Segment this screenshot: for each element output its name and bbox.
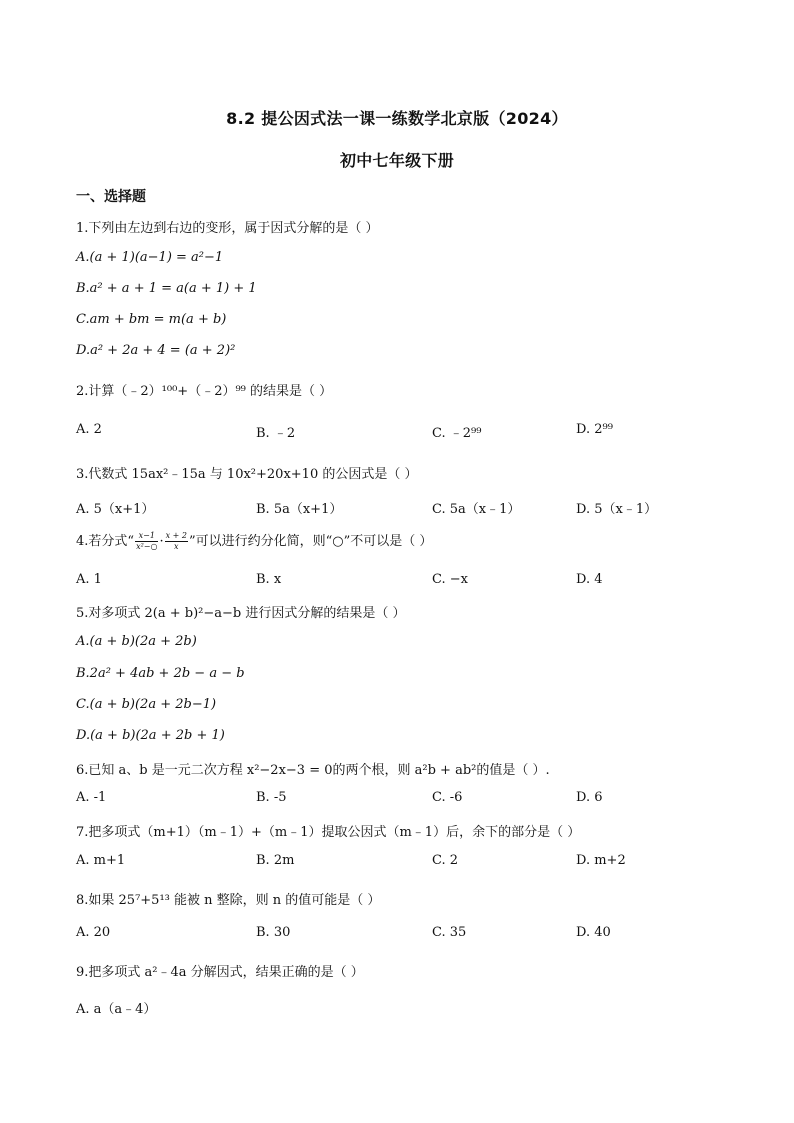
question-7-option-d: D. m+2 — [576, 853, 626, 868]
question-5-stem: 5.对多项式 2(a + b)²−a−b 进行因式分解的结果是（ ） — [76, 606, 406, 621]
multiply-dot: · — [159, 534, 164, 549]
question-4-stem-prefix: 4.若分式“ — [76, 534, 135, 549]
question-4-stem-suffix: ”可以进行约分化简，则“○”不可以是（ ） — [189, 534, 433, 549]
question-4-option-b: B. x — [256, 572, 282, 587]
question-5-option-a: A.(a + b)(2a + 2b) — [76, 634, 197, 649]
fraction-1-denominator: x²−○ — [136, 542, 158, 551]
question-2-option-a: A. 2 — [76, 422, 102, 437]
question-6-option-c: C. -6 — [432, 790, 463, 805]
question-5-option-c: C.(a + b)(2a + 2b−1) — [76, 697, 217, 712]
question-6-stem: 6.已知 a、b 是一元二次方程 x²−2x−3 = 0的两个根，则 a²b + ab²的值是（ ）. — [76, 763, 550, 778]
question-8-option-b: B. 30 — [256, 925, 291, 940]
question-9-option-a: A. a（a﹣4） — [76, 1002, 157, 1017]
question-6-option-a: A. -1 — [76, 790, 107, 805]
section-heading: 一、选择题 — [76, 189, 146, 205]
question-1-option-a: A.(a + 1)(a−1) = a²−1 — [76, 250, 224, 265]
question-3-option-d: D. 5（x﹣1） — [576, 502, 658, 517]
question-7-option-a: A. m+1 — [76, 853, 126, 868]
question-8-stem: 8.如果 25⁷+5¹³ 能被 n 整除，则 n 的值可能是（ ） — [76, 893, 381, 908]
question-4-fraction-1 — [135, 531, 158, 552]
question-8-option-d: D. 40 — [576, 925, 611, 940]
fraction-1-numerator: x−1 — [135, 531, 158, 542]
question-1-option-b: B.a² + a + 1 = a(a + 1) + 1 — [76, 281, 257, 296]
document-subtitle: 初中七年级下册 — [339, 151, 455, 170]
question-3-option-c: C. 5a（x﹣1） — [432, 502, 521, 517]
question-2-option-b: B. ﹣2 — [256, 426, 296, 441]
question-4-fraction-2 — [165, 531, 188, 552]
question-2-option-c: C. ﹣2⁹⁹ — [432, 426, 482, 441]
question-3-stem: 3.代数式 15ax²﹣15a 与 10x²+20x+10 的公因式是（ ） — [76, 467, 418, 482]
question-4-option-c: C. −x — [432, 572, 468, 587]
question-8-option-c: C. 35 — [432, 925, 467, 940]
question-9-stem: 9.把多项式 a²﹣4a 分解因式，结果正确的是（ ） — [76, 965, 364, 980]
question-3-option-a: A. 5（x+1） — [76, 502, 155, 517]
question-4-stem — [76, 530, 432, 552]
question-7-option-c: C. 2 — [432, 853, 459, 868]
question-6-option-b: B. -5 — [256, 790, 287, 805]
question-5-option-b: B.2a² + 4ab + 2b − a − b — [76, 666, 245, 681]
question-8-option-a: A. 20 — [76, 925, 111, 940]
question-4-option-a: A. 1 — [76, 572, 102, 587]
question-6-option-d: D. 6 — [576, 790, 603, 805]
question-3-option-b: B. 5a（x+1） — [256, 502, 343, 517]
question-5-option-d: D.(a + b)(2a + 2b + 1) — [76, 728, 225, 743]
question-7-option-b: B. 2m — [256, 853, 295, 868]
question-1-stem: 1.下列由左边到右边的变形，属于因式分解的是（ ） — [76, 221, 379, 236]
question-1-option-c: C.am + bm = m(a + b) — [76, 312, 227, 327]
fraction-2-numerator: x + 2 — [165, 531, 187, 540]
question-2-option-d: D. 2⁹⁹ — [576, 422, 613, 437]
fraction-2-denominator: x — [174, 542, 179, 551]
question-7-stem: 7.把多项式（m+1）（m﹣1）+（m﹣1）提取公因式（m﹣1）后，余下的部分是（ ） — [76, 825, 581, 840]
question-2-stem: 2.计算（﹣2）¹⁰⁰+（﹣2）⁹⁹ 的结果是（ ） — [76, 384, 333, 399]
question-4-option-d: D. 4 — [576, 572, 603, 587]
document-title: 8.2 提公因式法一课一练数学北京版（2024） — [226, 109, 568, 128]
question-1-option-d: D.a² + 2a + 4 = (a + 2)² — [76, 343, 236, 358]
